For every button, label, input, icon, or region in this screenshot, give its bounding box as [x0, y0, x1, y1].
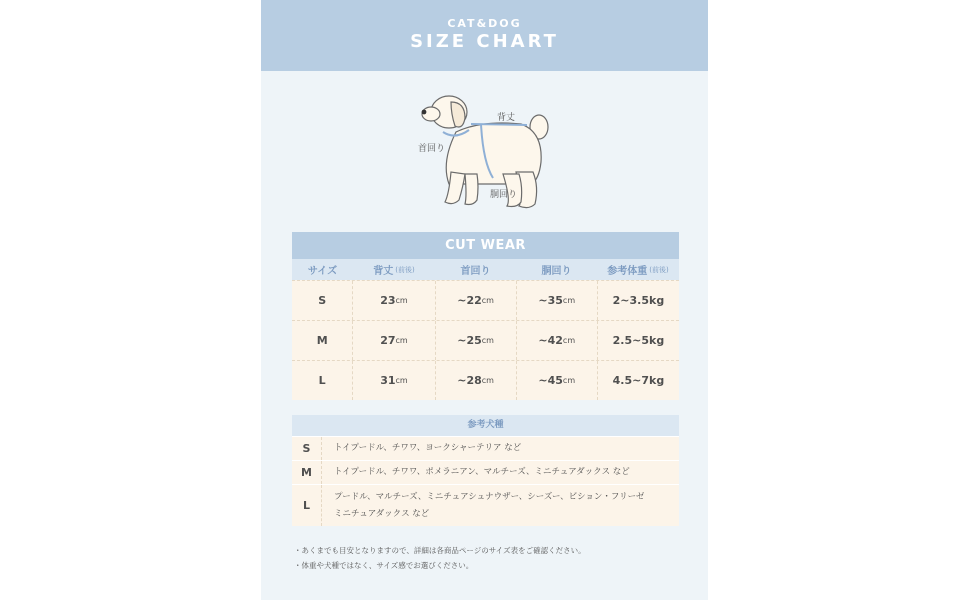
- chest-cell: ~42 cm: [516, 321, 597, 360]
- header-chest: 胴回り: [541, 266, 572, 277]
- neck-cell: ~22 cm: [435, 281, 516, 320]
- back-cell: 27 cm: [352, 321, 434, 360]
- header-back: 背丈 (前後): [373, 265, 415, 277]
- list-item: [292, 460, 679, 484]
- note-line: ・体重や犬種ではなく、サイズ感でお選びください。: [294, 561, 474, 570]
- neck-cell: ~25 cm: [435, 321, 516, 360]
- cut-wear-table: [292, 232, 679, 400]
- breed-size: L: [292, 485, 322, 526]
- dog-nose: [422, 110, 427, 115]
- size-cell: S: [318, 294, 327, 307]
- size-cell: L: [318, 374, 326, 387]
- label-chest: 胴回り: [490, 190, 518, 200]
- list-item: [292, 484, 679, 526]
- header-subtitle: CAT&DOG: [447, 17, 522, 30]
- neck-cell: ~28 cm: [435, 361, 516, 400]
- chest-cell: ~35 cm: [516, 281, 597, 320]
- cut-wear-title: CUT WEAR: [292, 232, 679, 259]
- cut-wear-header-row: [292, 259, 679, 280]
- breed-text: トイプードル、チワワ、ヨークシャーテリア など: [334, 443, 522, 453]
- breed-size: S: [292, 437, 322, 460]
- header-weight: 参考体重 (前後): [607, 265, 669, 277]
- dog-measurement-illustration: [411, 92, 561, 217]
- label-neck: 首回り: [418, 144, 446, 154]
- footnotes: [294, 543, 586, 573]
- label-back: 背丈: [497, 113, 516, 123]
- header-size: サイズ: [307, 266, 338, 277]
- note-line: ・あくまでも目安となりますので、詳細は各商品ページのサイズ表をご確認ください。: [294, 546, 586, 555]
- back-measure-line: [471, 124, 527, 125]
- back-cell: 23 cm: [352, 281, 434, 320]
- back-cell: 31 cm: [352, 361, 434, 400]
- table-row: [292, 320, 679, 360]
- breeds-title: 参考犬種: [292, 415, 679, 436]
- weight-cell: 4.5~7kg: [597, 361, 679, 400]
- header-neck: 首回り: [460, 266, 491, 277]
- breed-text: プードル、マルチーズ、ミニチュアシュナウザー、シーズー、ビション・フリーゼ ミニチュアダックス など: [334, 491, 645, 519]
- breed-size: M: [292, 461, 322, 484]
- breed-text: トイプードル、チワワ、ポメラニアン、マルチーズ、ミニチュアダックス など: [334, 467, 630, 477]
- weight-cell: 2.5~5kg: [597, 321, 679, 360]
- table-row: [292, 360, 679, 400]
- table-row: [292, 280, 679, 320]
- weight-cell: 2~3.5kg: [597, 281, 679, 320]
- size-cell: M: [316, 334, 328, 347]
- header-banner: [261, 0, 708, 71]
- header-title: SIZE CHART: [410, 31, 559, 52]
- reference-breeds-table: [292, 415, 679, 526]
- size-chart-card: [261, 0, 708, 600]
- chest-cell: ~45 cm: [516, 361, 597, 400]
- list-item: [292, 436, 679, 460]
